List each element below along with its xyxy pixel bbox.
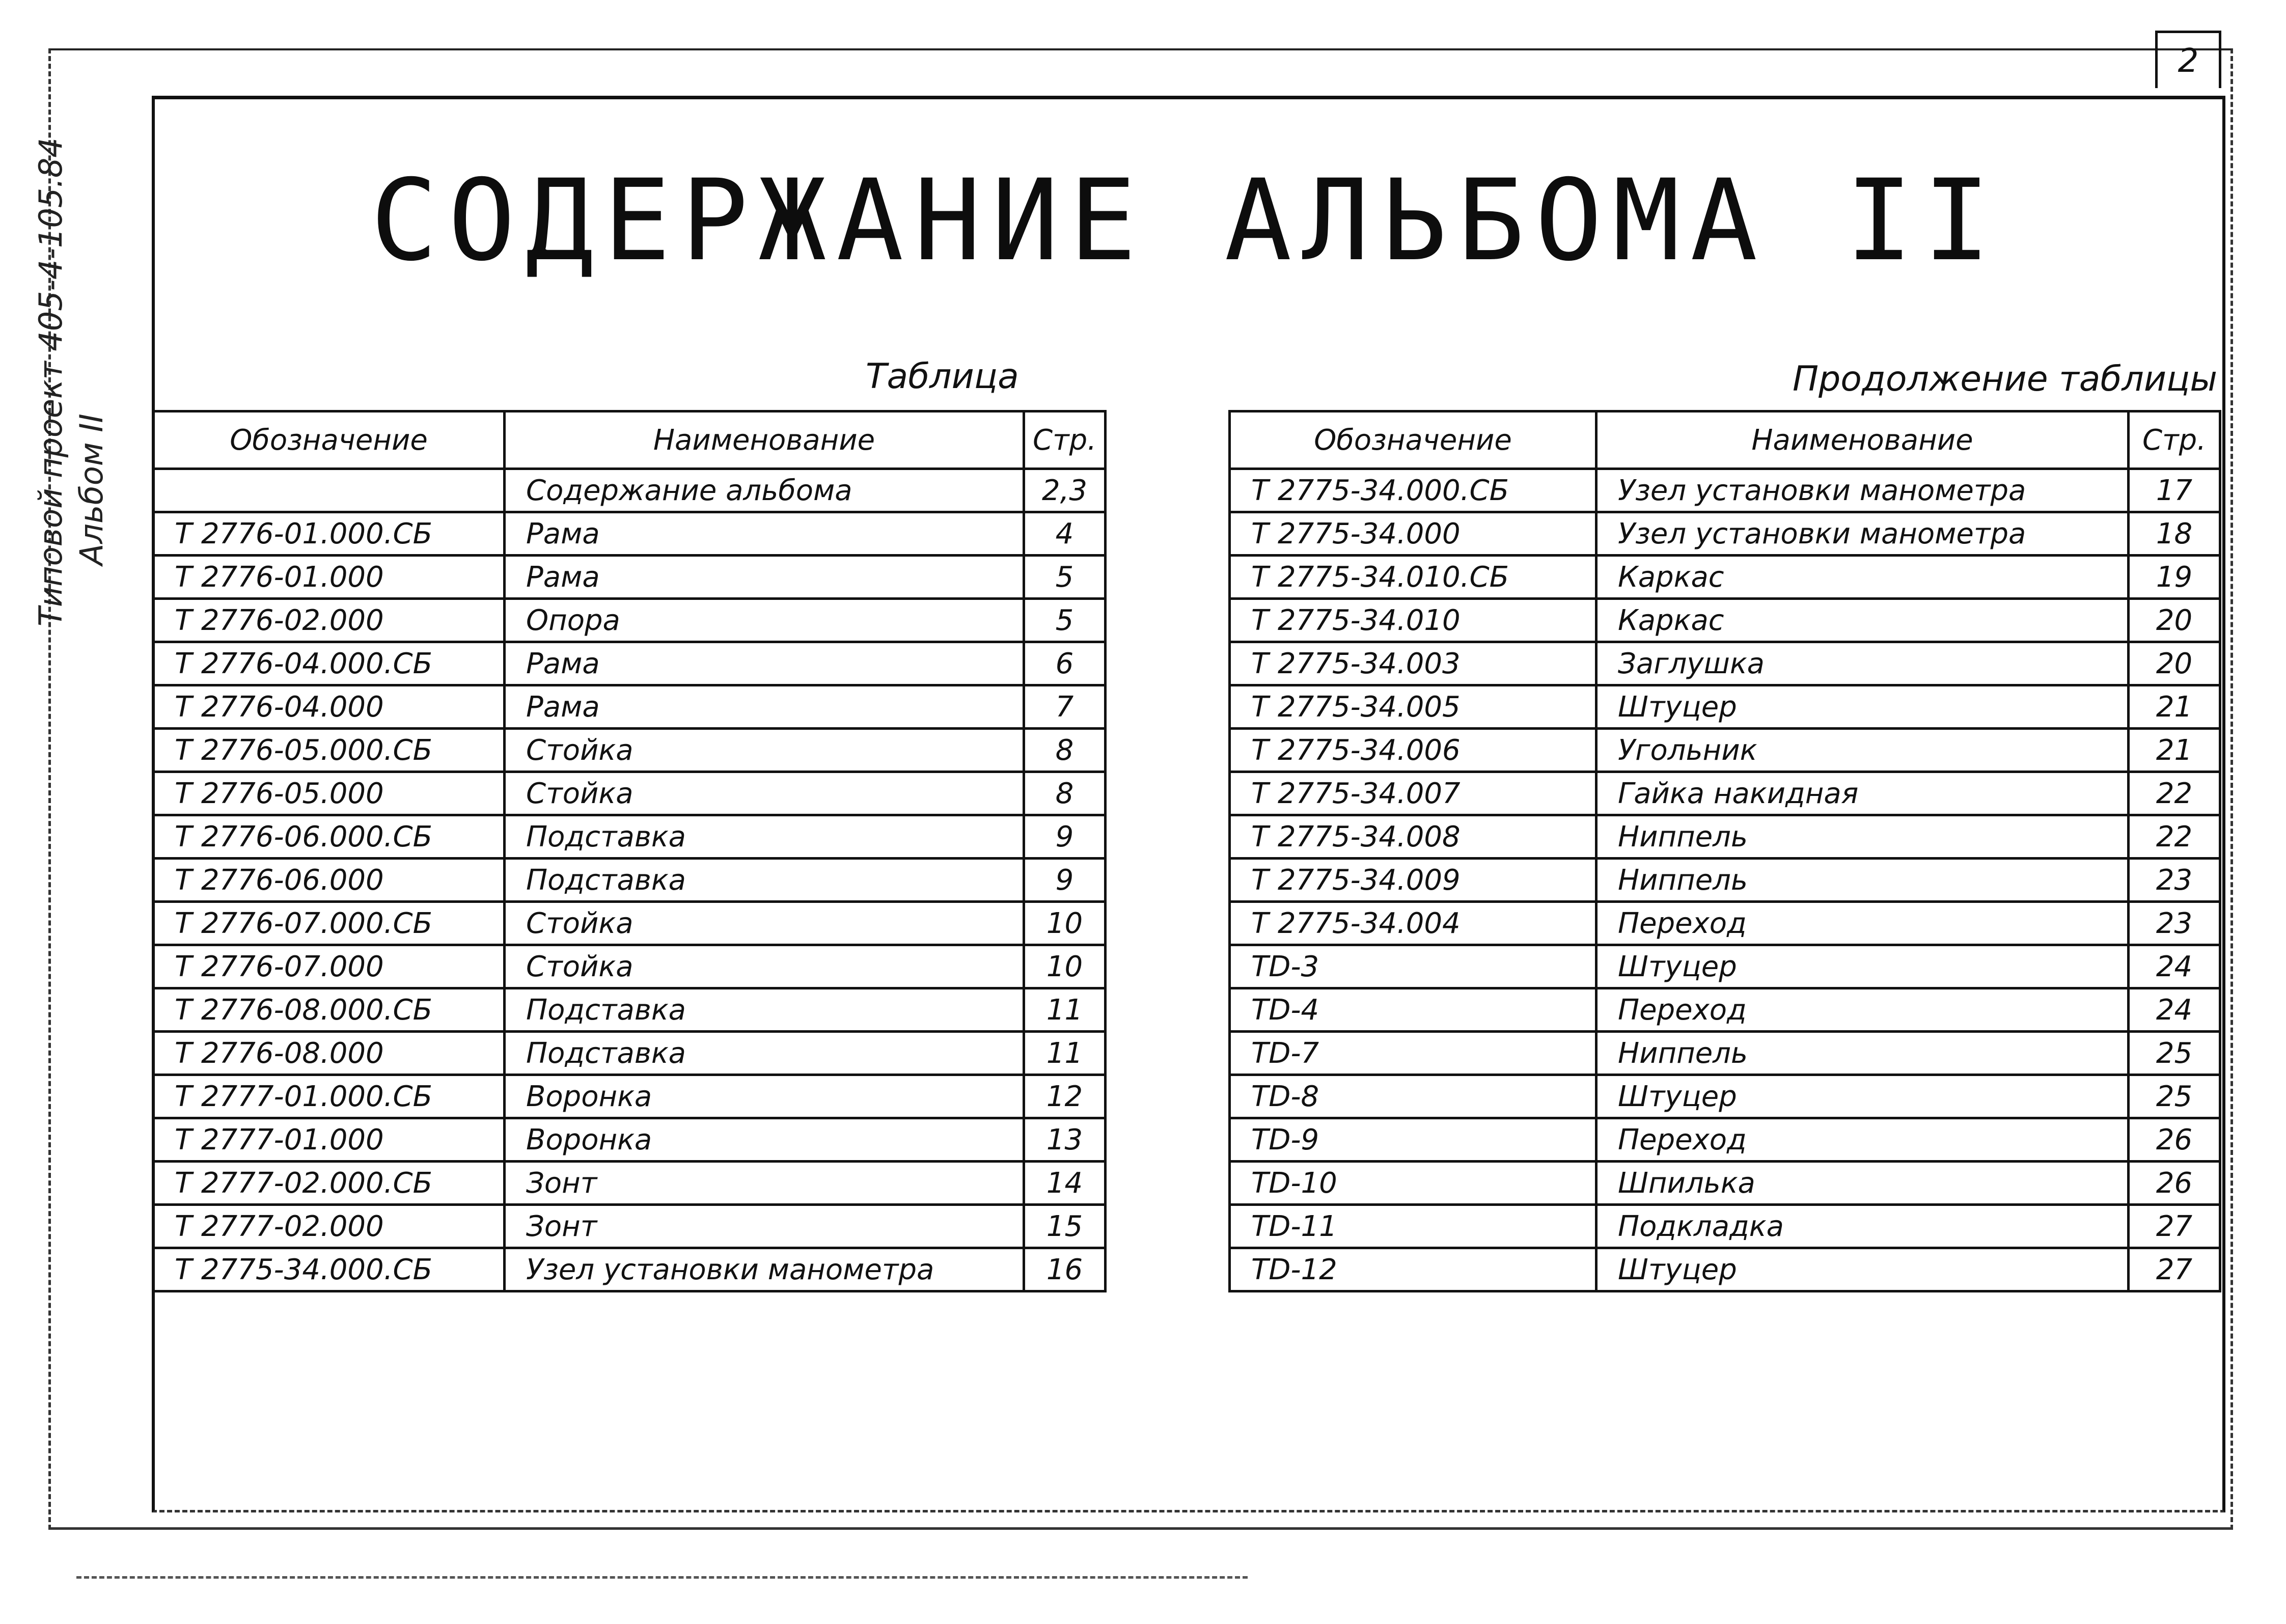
row-code: Т 2777-01.000 xyxy=(153,1118,505,1162)
table-row xyxy=(1230,1248,2220,1291)
row-page: 10 xyxy=(1024,945,1106,988)
row-name: Штуцер xyxy=(1596,1248,2129,1291)
table-row xyxy=(1230,685,2220,729)
table-row xyxy=(153,859,1106,902)
table-row xyxy=(153,902,1106,945)
row-code: Т 2777-02.000 xyxy=(153,1205,505,1248)
row-name: Подставка xyxy=(505,1032,1024,1075)
row-page: 12 xyxy=(1024,1075,1106,1118)
row-code: TD-9 xyxy=(1230,1118,1596,1162)
row-name: Подставка xyxy=(505,815,1024,859)
page-title: СОДЕРЖАНИЕ АЛЬБОМА II xyxy=(370,155,2001,286)
table-row xyxy=(153,556,1106,599)
table-row xyxy=(1230,1162,2220,1205)
row-code: TD-4 xyxy=(1230,988,1596,1032)
row-code: Т 2776-05.000 xyxy=(153,772,505,815)
row-page: 5 xyxy=(1024,556,1106,599)
row-code: Т 2776-06.000.СБ xyxy=(153,815,505,859)
row-name: Рама xyxy=(505,556,1024,599)
row-page: 26 xyxy=(2129,1162,2220,1205)
row-name: Рама xyxy=(505,512,1024,556)
row-name: Узел установки манометра xyxy=(505,1248,1024,1291)
table-row xyxy=(1230,729,2220,772)
table-row xyxy=(153,512,1106,556)
row-name: Ниппель xyxy=(1596,815,2129,859)
table-header-row xyxy=(153,411,1106,469)
row-page: 21 xyxy=(2129,685,2220,729)
table-row xyxy=(1230,1118,2220,1162)
row-page: 10 xyxy=(1024,902,1106,945)
bottom-margin-line xyxy=(76,1576,1248,1579)
row-name: Переход xyxy=(1596,902,2129,945)
row-page: 19 xyxy=(2129,556,2220,599)
row-page: 16 xyxy=(1024,1248,1106,1291)
row-name: Подставка xyxy=(505,988,1024,1032)
table-row xyxy=(1230,859,2220,902)
table-row xyxy=(153,599,1106,642)
side-stamp xyxy=(31,137,112,626)
row-page: 4 xyxy=(1024,512,1106,556)
row-page: 17 xyxy=(2129,469,2220,512)
row-code: Т 2776-01.000.СБ xyxy=(153,512,505,556)
table-row xyxy=(1230,945,2220,988)
table-row xyxy=(153,1248,1106,1291)
table-row xyxy=(153,1118,1106,1162)
row-name: Подставка xyxy=(505,859,1024,902)
row-code: TD-8 xyxy=(1230,1075,1596,1118)
row-page: 25 xyxy=(2129,1075,2220,1118)
table-row xyxy=(153,642,1106,685)
row-page: 24 xyxy=(2129,945,2220,988)
page-number: 2 xyxy=(2155,31,2221,88)
row-page: 11 xyxy=(1024,1032,1106,1075)
row-name: Угольник xyxy=(1596,729,2129,772)
row-name: Содержание альбома xyxy=(505,469,1024,512)
table-row xyxy=(1230,1075,2220,1118)
table-row xyxy=(153,469,1106,512)
row-name: Штуцер xyxy=(1596,1075,2129,1118)
row-page: 14 xyxy=(1024,1162,1106,1205)
row-page: 5 xyxy=(1024,599,1106,642)
row-name: Ниппель xyxy=(1596,1032,2129,1075)
row-page: 22 xyxy=(2129,772,2220,815)
side-stamp-project: Типовой проект 405-4-105.84 xyxy=(32,137,69,626)
row-code: TD-3 xyxy=(1230,945,1596,988)
table-row xyxy=(153,1075,1106,1118)
row-page: 24 xyxy=(2129,988,2220,1032)
table-row xyxy=(1230,512,2220,556)
row-page: 27 xyxy=(2129,1248,2220,1291)
row-name: Рама xyxy=(505,642,1024,685)
table-row xyxy=(153,815,1106,859)
table-header-row xyxy=(1230,411,2220,469)
row-page: 9 xyxy=(1024,815,1106,859)
row-name: Узел установки манометра xyxy=(1596,469,2129,512)
row-code: Т 2775-34.010.СБ xyxy=(1230,556,1596,599)
row-code: Т 2775-34.008 xyxy=(1230,815,1596,859)
row-page: 8 xyxy=(1024,729,1106,772)
header-name: Наименование xyxy=(505,411,1024,469)
row-page: 20 xyxy=(2129,599,2220,642)
table-row xyxy=(153,1032,1106,1075)
row-page: 23 xyxy=(2129,902,2220,945)
table-row xyxy=(153,729,1106,772)
row-code: Т 2776-07.000 xyxy=(153,945,505,988)
row-code: TD-7 xyxy=(1230,1032,1596,1075)
row-code: Т 2776-05.000.СБ xyxy=(153,729,505,772)
row-code: Т 2775-34.004 xyxy=(1230,902,1596,945)
row-code: Т 2775-34.000.СБ xyxy=(153,1248,505,1291)
table-row xyxy=(153,945,1106,988)
row-code: Т 2775-34.003 xyxy=(1230,642,1596,685)
row-name: Гайка накидная xyxy=(1596,772,2129,815)
table-row xyxy=(1230,469,2220,512)
table-row xyxy=(1230,902,2220,945)
right-contents-table xyxy=(1228,410,2221,1292)
row-name: Каркас xyxy=(1596,556,2129,599)
row-page: 13 xyxy=(1024,1118,1106,1162)
row-code: TD-10 xyxy=(1230,1162,1596,1205)
row-code xyxy=(153,469,505,512)
row-name: Стойка xyxy=(505,729,1024,772)
row-code: Т 2775-34.000.СБ xyxy=(1230,469,1596,512)
row-code: Т 2775-34.005 xyxy=(1230,685,1596,729)
row-name: Переход xyxy=(1596,1118,2129,1162)
row-name: Штуцер xyxy=(1596,945,2129,988)
row-code: Т 2777-02.000.СБ xyxy=(153,1162,505,1205)
table-row xyxy=(1230,815,2220,859)
left-table-caption: Таблица xyxy=(866,356,1019,397)
row-code: Т 2776-08.000.СБ xyxy=(153,988,505,1032)
row-page: 22 xyxy=(2129,815,2220,859)
row-name: Переход xyxy=(1596,988,2129,1032)
row-code: Т 2776-04.000 xyxy=(153,685,505,729)
row-name: Ниппель xyxy=(1596,859,2129,902)
left-contents-table xyxy=(152,410,1107,1292)
row-name: Заглушка xyxy=(1596,642,2129,685)
row-code: Т 2775-34.007 xyxy=(1230,772,1596,815)
table-row xyxy=(1230,556,2220,599)
row-page: 6 xyxy=(1024,642,1106,685)
row-page: 25 xyxy=(2129,1032,2220,1075)
row-code: Т 2776-07.000.СБ xyxy=(153,902,505,945)
row-name: Опора xyxy=(505,599,1024,642)
row-name: Воронка xyxy=(505,1075,1024,1118)
table-row xyxy=(1230,988,2220,1032)
row-page: 7 xyxy=(1024,685,1106,729)
row-name: Рама xyxy=(505,685,1024,729)
row-code: Т 2775-34.006 xyxy=(1230,729,1596,772)
row-name: Узел установки манометра xyxy=(1596,512,2129,556)
row-page: 15 xyxy=(1024,1205,1106,1248)
table-row xyxy=(1230,772,2220,815)
row-page: 27 xyxy=(2129,1205,2220,1248)
table-row xyxy=(153,772,1106,815)
row-code: Т 2776-06.000 xyxy=(153,859,505,902)
table-row xyxy=(153,988,1106,1032)
row-code: Т 2776-02.000 xyxy=(153,599,505,642)
row-name: Стойка xyxy=(505,772,1024,815)
row-name: Воронка xyxy=(505,1118,1024,1162)
row-page: 9 xyxy=(1024,859,1106,902)
row-name: Подкладка xyxy=(1596,1205,2129,1248)
table-row xyxy=(153,685,1106,729)
header-code: Обозначение xyxy=(1230,411,1596,469)
row-code: TD-11 xyxy=(1230,1205,1596,1248)
side-stamp-album: Альбом II xyxy=(73,414,110,565)
table-row xyxy=(1230,1205,2220,1248)
row-page: 2,3 xyxy=(1024,469,1106,512)
row-name: Стойка xyxy=(505,945,1024,988)
row-code: Т 2775-34.000 xyxy=(1230,512,1596,556)
row-page: 18 xyxy=(2129,512,2220,556)
row-code: TD-12 xyxy=(1230,1248,1596,1291)
row-code: Т 2776-08.000 xyxy=(153,1032,505,1075)
row-code: Т 2776-04.000.СБ xyxy=(153,642,505,685)
row-page: 20 xyxy=(2129,642,2220,685)
row-page: 8 xyxy=(1024,772,1106,815)
right-table-caption: Продолжение таблицы xyxy=(1793,359,2218,399)
row-page: 11 xyxy=(1024,988,1106,1032)
row-code: Т 2776-01.000 xyxy=(153,556,505,599)
row-code: Т 2775-34.009 xyxy=(1230,859,1596,902)
table-row xyxy=(1230,1032,2220,1075)
row-name: Каркас xyxy=(1596,599,2129,642)
row-name: Стойка xyxy=(505,902,1024,945)
header-page: Стр. xyxy=(1024,411,1106,469)
table-row xyxy=(153,1205,1106,1248)
row-code: Т 2775-34.010 xyxy=(1230,599,1596,642)
header-page: Стр. xyxy=(2129,411,2220,469)
table-row xyxy=(153,1162,1106,1205)
header-code: Обозначение xyxy=(153,411,505,469)
row-name: Штуцер xyxy=(1596,685,2129,729)
row-page: 26 xyxy=(2129,1118,2220,1162)
row-code: Т 2777-01.000.СБ xyxy=(153,1075,505,1118)
row-page: 21 xyxy=(2129,729,2220,772)
header-name: Наименование xyxy=(1596,411,2129,469)
table-row xyxy=(1230,642,2220,685)
table-row xyxy=(1230,599,2220,642)
row-name: Зонт xyxy=(505,1162,1024,1205)
row-page: 23 xyxy=(2129,859,2220,902)
row-name: Шпилька xyxy=(1596,1162,2129,1205)
row-name: Зонт xyxy=(505,1205,1024,1248)
